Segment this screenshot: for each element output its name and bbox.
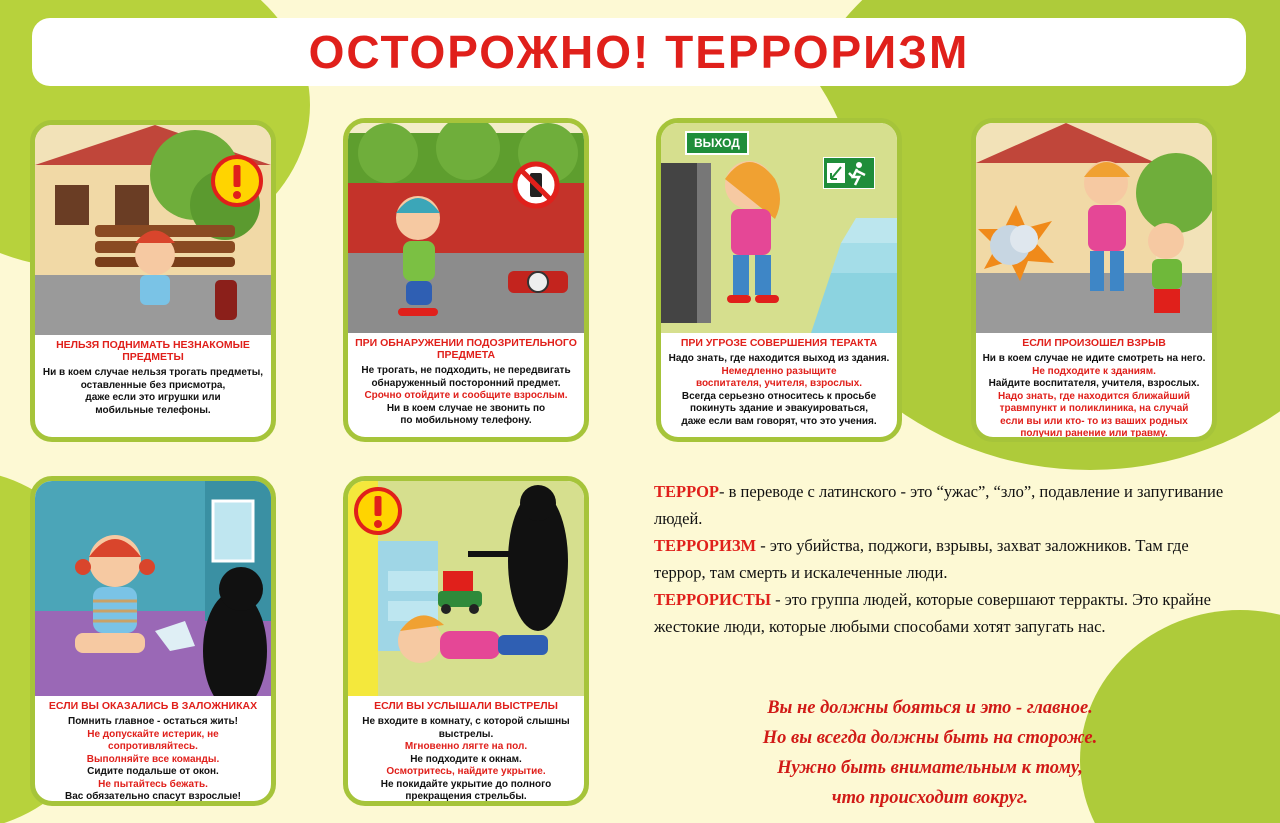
card-text: получил ранение или травму. (1020, 428, 1168, 439)
card-text: Не допускайте истерик, не сопротивляйтесь. (87, 728, 219, 752)
safety-card-explosion (971, 118, 1217, 442)
card-text: Вас обязательно спасут взрослые! (64, 791, 242, 802)
card-text: покинуть здание и эвакуироваться, (689, 403, 868, 414)
warning-icon (211, 155, 263, 207)
definition-text: - в переводе с латинского - это “ужас”, “зло”, подавление и запугивание людей. (654, 482, 1224, 528)
card-text: Надо знать, где находится выход из здания. (668, 353, 890, 364)
illustration-children-running (976, 123, 1212, 333)
card-text: Помнить главное - остаться жить! (68, 716, 238, 727)
closing-message (700, 693, 1160, 813)
definition-terrorism (654, 532, 1234, 586)
illustration-hostage-child (35, 481, 271, 696)
card-text: воспитателя, учителя, взрослых. (695, 378, 863, 389)
card-text: выстрелы. (438, 728, 494, 740)
warning-icon (354, 487, 402, 535)
card-text: если вы или кто- то из ваших родных (1000, 415, 1188, 427)
closing-line: что происходит вокруг. (831, 788, 1029, 808)
card-text: Ни в коем случае не идите смотреть на него. (982, 353, 1206, 364)
card-text: оставленные без присмотра, (80, 379, 226, 391)
card-text: Осмотритесь, найдите укрытие. (386, 766, 546, 777)
card-text: Не пытайтесь бежать. (98, 778, 208, 790)
card-heading: ПРИ УГРОЗЕ СОВЕРШЕНИЯ ТЕРАКТА (680, 337, 878, 349)
card-text: Надо знать, где находится ближайший (998, 390, 1190, 402)
card-heading: ЕСЛИ ВЫ ОКАЗАЛИСЬ В ЗАЛОЖНИКАХ (48, 700, 258, 712)
card-text: Не подходите к зданиям. (1032, 365, 1156, 377)
card-text: даже если это игрушки или (85, 392, 221, 403)
explosion-icon (976, 203, 1056, 283)
illustration-boy-lying-down (348, 481, 584, 696)
card-text: Не подходите к окнам. (410, 753, 522, 765)
card-text: даже если вам говорят, что это учения. (681, 415, 877, 427)
safety-card-suspicious-object (343, 118, 589, 442)
safety-card-terror-threat (656, 118, 902, 442)
exit-sign-icon (823, 157, 875, 189)
safety-card-gunshots (343, 476, 589, 806)
definition-terrorists (654, 586, 1234, 640)
card-text: Срочно отойдите и сообщите взрослым. (364, 390, 568, 401)
card-heading: ЕСЛИ ВЫ УСЛЫШАЛИ ВЫСТРЕЛЫ (374, 700, 558, 712)
card-heading: НЕЛЬЗЯ ПОДНИМАТЬ НЕЗНАКОМЫЕ ПРЕДМЕТЫ (56, 339, 250, 363)
safety-card-hostage (30, 476, 276, 806)
card-text: травмпункт и поликлиника, на случай (999, 403, 1189, 414)
definition-term: ТЕРРОР (654, 482, 719, 501)
definition-term: ТЕРРОРИСТЫ (654, 590, 771, 609)
safety-card-dont-pick-up (30, 120, 276, 442)
closing-line: Вы не должны бояться и это - главное. (767, 698, 1093, 718)
title-banner (32, 18, 1246, 86)
illustration-girl-on-skates (348, 123, 584, 333)
page-title: ОСТОРОЖНО! ТЕРРОРИЗМ (308, 26, 970, 78)
closing-line: Нужно быть внимательным к тому, (777, 758, 1083, 778)
card-text: Не покидайте укрытие до полного (380, 778, 552, 790)
card-text: Сидите подальше от окон. (87, 766, 219, 777)
definition-text: - это убийства, поджоги, взрывы, захват заложников. Там где террор, там смерть и искалеченные люди. (654, 536, 1189, 582)
card-text: Ни в коем случае нельзя трогать предметы, (42, 367, 264, 378)
card-text: Ни в коем случае не звонить по (386, 402, 546, 414)
card-text: Не входите в комнату, с которой слышны (362, 716, 570, 727)
card-text: по мобильному телефону. (400, 415, 532, 426)
definition-terror (654, 478, 1234, 532)
card-text: обнаруженный посторонний предмет. (371, 377, 561, 389)
card-text: мобильные телефоны. (95, 404, 211, 416)
illustration-child-with-bomb (35, 125, 271, 335)
definition-term: ТЕРРОРИЗМ (654, 536, 757, 555)
card-text: Мгновенно лягте на пол. (404, 741, 528, 752)
card-text: Не трогать, не подходить, не передвигать (361, 365, 571, 376)
closing-line: Но вы всегда должны быть на стороже. (762, 728, 1098, 748)
card-heading: ЕСЛИ ПРОИЗОШЕЛ ВЗРЫВ (1022, 337, 1166, 349)
illustration-girl-evacuating (661, 123, 897, 333)
card-text: прекращения стрельбы. (405, 791, 527, 802)
exit-sign-label: ВЫХОД (685, 131, 749, 155)
card-heading: ПРИ ОБНАРУЖЕНИИ ПОДОЗРИТЕЛЬНОГО ПРЕДМЕТА (355, 337, 577, 361)
definitions-block (654, 478, 1234, 640)
definition-text: - это группа людей, которые совершают терракты. Это крайне жестокие люди, которые любыми способами хотят запугать нас. (654, 590, 1211, 636)
card-text: Выполняйте все команды. (86, 753, 220, 765)
card-text: Найдите воспитателя, учителя, взрослых. (988, 378, 1200, 389)
card-text: Всегда серьезно относитесь к просьбе (681, 390, 877, 402)
card-text: Немедленно разыщите (721, 365, 837, 377)
no-phone-icon (512, 161, 560, 209)
